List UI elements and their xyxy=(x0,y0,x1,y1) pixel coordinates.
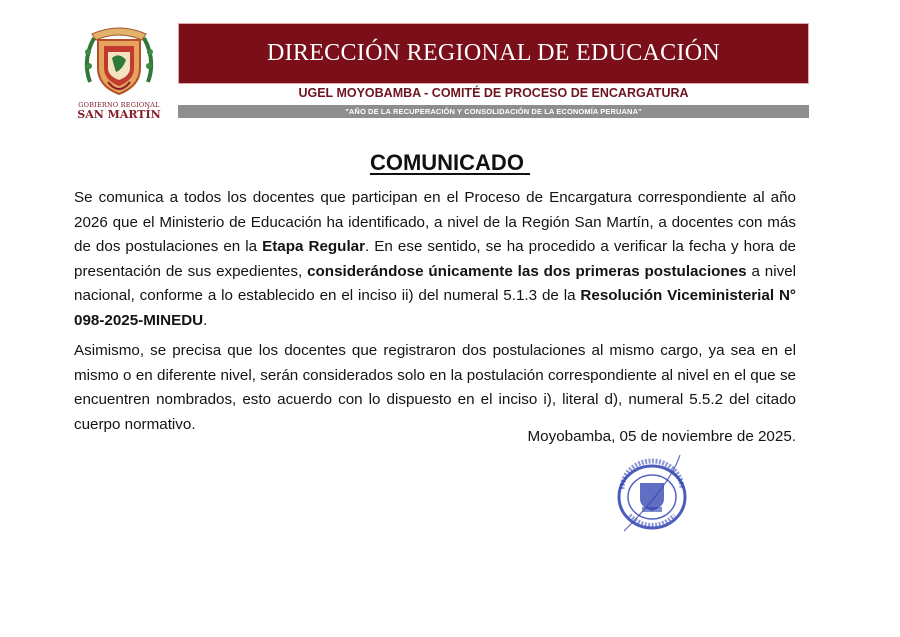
p1-text-3: a nivel nacional, conforme a lo establecido en el inciso ii) del numeral 5.1.3 de la xyxy=(74,262,797,305)
header-banner xyxy=(178,23,809,84)
committee-subtitle: UGEL MOYOBAMBA - COMITÉ DE PROCESO DE ENCARGATURA xyxy=(298,86,689,100)
p1-text-1: Se comunica a todos los docentes que participan en el Proceso de Encargatura correspondiente al año 2026 que el Ministerio de Educación ha identificado, a nivel de la Región San Martín, a docentes con más de dos postulaciones en la xyxy=(74,189,796,256)
p1-text-2: . En ese sentido, se ha procedido a verificar la fecha y hora de presentación de sus expedientes, xyxy=(74,238,796,280)
page-title xyxy=(0,150,900,176)
logo-caption-main: SAN MARTÍN xyxy=(77,108,161,121)
paragraph-1 xyxy=(74,186,796,334)
year-motto-text: "AÑO DE LA RECUPERACIÓN Y CONSOLIDACIÓN DE LA ECONOMÍA PERUANA" xyxy=(345,107,642,116)
p1-bold-dos-primeras: considerándose únicamente las dos primeras postulaciones xyxy=(307,262,747,280)
p1-bold-resolucion: Resolución Viceministerial N° 098-2025-MINEDU xyxy=(74,287,796,329)
p1-text-4: . xyxy=(203,311,208,329)
paragraph-2: Asimismo, se precisa que los docentes que registraron dos postulaciones al mismo cargo, ya sea en el mismo o en diferente nivel, serán considerados solo en la postulación correspondiente al nivel en el que se encuentren nombrados, esto acuerdo con lo dispuesto en el inciso i), literal d), numeral 5.5.2 del citado cuerpo normativo. xyxy=(74,342,796,433)
place-and-date: Moyobamba, 05 de noviembre de 2025. xyxy=(527,428,796,445)
official-seal-icon xyxy=(610,455,695,535)
p1-bold-etapa-regular: Etapa Regular xyxy=(262,238,366,256)
institution-title: DIRECCIÓN REGIONAL DE EDUCACIÓN xyxy=(266,40,721,66)
regional-government-logo xyxy=(76,22,162,120)
logo-caption-top: GOBIERNO REGIONAL xyxy=(78,101,160,109)
official-stamp xyxy=(610,455,695,535)
coat-of-arms-icon xyxy=(80,22,158,100)
title-text: COMUNICADO xyxy=(369,150,531,175)
year-motto-bar xyxy=(178,105,809,118)
letterhead xyxy=(0,0,900,130)
